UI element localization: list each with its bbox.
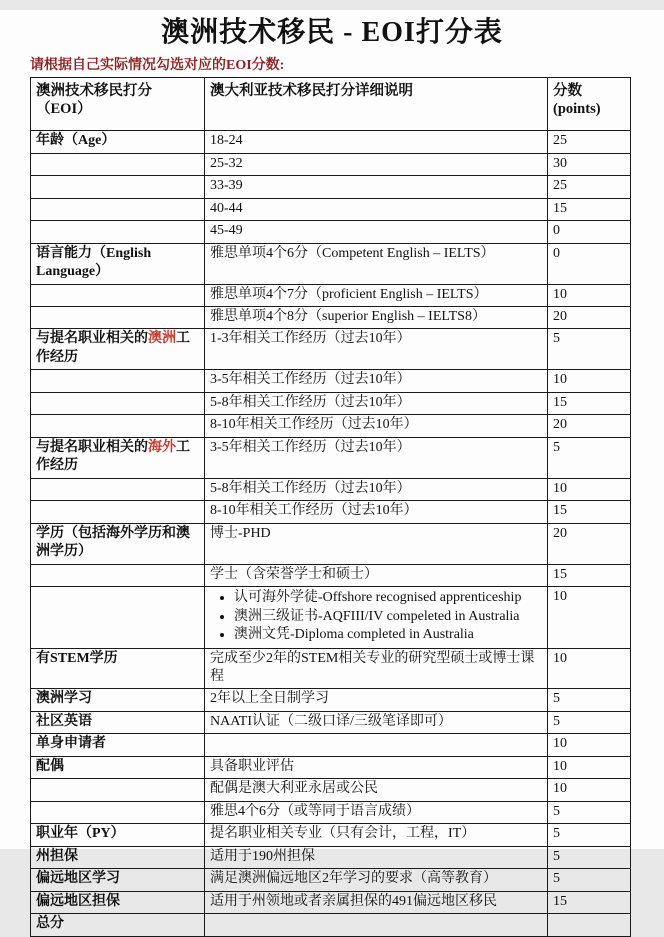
description-cell: 25-32 — [205, 153, 548, 175]
description-cell: 配偶是澳大利亚永居或公民 — [205, 779, 548, 801]
header-row — [31, 78, 631, 131]
category-cell — [31, 307, 205, 329]
table-row — [31, 501, 631, 523]
description-cell: 45-49 — [205, 221, 548, 243]
category-cell: 偏远地区学习 — [31, 869, 205, 891]
points-cell: 15 — [548, 891, 631, 913]
table-row — [31, 734, 631, 756]
eoi-table-body — [31, 131, 631, 936]
table-header — [31, 78, 631, 131]
category-cell: 州担保 — [31, 846, 205, 868]
description-cell: NAATI认证（二级口译/三级笔译即可） — [205, 711, 548, 733]
table-row — [31, 415, 631, 437]
points-cell: 5 — [548, 437, 631, 478]
table-row — [31, 587, 631, 648]
table-row — [31, 370, 631, 392]
table-row — [31, 153, 631, 175]
bullet-item: • 澳洲文凭-Diploma completed in Australia — [234, 626, 542, 644]
category-cell — [31, 176, 205, 198]
points-cell: 30 — [548, 153, 631, 175]
table-row — [31, 307, 631, 329]
category-cell: 学历（包括海外学历和澳洲学历） — [31, 523, 205, 564]
category-cell: 单身申请者 — [31, 734, 205, 756]
description-cell: 40-44 — [205, 198, 548, 220]
table-row — [31, 284, 631, 306]
table-row — [31, 243, 631, 284]
points-cell: 10 — [548, 587, 631, 648]
category-cell: 年龄（Age） — [31, 131, 205, 153]
description-cell: 完成至少2年的STEM相关专业的研究型硕士或博士课程 — [205, 648, 548, 689]
description-cell: 3-5年相关工作经历（过去10年） — [205, 370, 548, 392]
table-row — [31, 221, 631, 243]
table-row — [31, 564, 631, 586]
table-row — [31, 689, 631, 711]
description-cell: 适用于州领地或者亲属担保的491偏远地区移民 — [205, 891, 548, 913]
category-cell — [31, 198, 205, 220]
points-cell: 10 — [548, 779, 631, 801]
description-cell: 具备职业评估 — [205, 756, 548, 778]
table-row — [31, 711, 631, 733]
category-cell: 配偶 — [31, 756, 205, 778]
header-description: 澳大利亚技术移民打分详细说明 — [205, 78, 548, 131]
points-cell: 15 — [548, 564, 631, 586]
points-cell: 25 — [548, 176, 631, 198]
description-cell: 雅思单项4个6分（Competent English – IELTS） — [205, 243, 548, 284]
highlighted-text: 海外 — [148, 439, 176, 455]
description-cell: 学士（含荣誉学士和硕士） — [205, 564, 548, 586]
points-cell: 5 — [548, 801, 631, 823]
category-cell — [31, 501, 205, 523]
page-title: 澳洲技术移民 - EOI打分表 — [161, 17, 503, 48]
description-cell: 8-10年相关工作经历（过去10年） — [205, 415, 548, 437]
category-cell — [31, 284, 205, 306]
category-cell — [31, 153, 205, 175]
table-row — [31, 478, 631, 500]
points-cell: 5 — [548, 711, 631, 733]
category-cell: 澳洲学习 — [31, 689, 205, 711]
table-row — [31, 891, 631, 913]
description-cell: 33-39 — [205, 176, 548, 198]
table-row — [31, 523, 631, 564]
category-cell: 偏远地区担保 — [31, 891, 205, 913]
points-cell: 5 — [548, 329, 631, 370]
header-points: 分数 (points) — [548, 78, 631, 131]
table-row — [31, 756, 631, 778]
points-cell: 15 — [548, 501, 631, 523]
table-row — [31, 914, 631, 936]
eoi-points-table — [30, 77, 631, 937]
category-cell — [31, 779, 205, 801]
bullet-item: • 澳洲三级证书-AQFIII/IV compeleted in Australia — [234, 608, 542, 626]
description-cell: 博士-PHD — [205, 523, 548, 564]
category-cell — [31, 801, 205, 823]
category-cell — [31, 415, 205, 437]
description-cell: 满足澳洲偏远地区2年学习的要求（高等教育） — [205, 869, 548, 891]
highlighted-text: 澳洲 — [148, 331, 176, 347]
category-cell: 总分 — [31, 914, 205, 936]
document-page — [0, 10, 664, 932]
table-row — [31, 824, 631, 846]
table-row — [31, 392, 631, 414]
description-cell: 1-3年相关工作经历（过去10年） — [205, 329, 548, 370]
bullet-item: • 认可海外学徒-Offshore recognised apprenticeship — [234, 589, 542, 607]
description-cell — [205, 914, 548, 936]
description-cell — [205, 734, 548, 756]
description-cell: 5-8年相关工作经历（过去10年） — [205, 392, 548, 414]
category-cell: 与提名职业相关的澳洲工作经历 — [31, 329, 205, 370]
description-cell — [205, 587, 548, 648]
category-cell — [31, 564, 205, 586]
points-cell: 10 — [548, 734, 631, 756]
description-cell: 适用于190州担保 — [205, 846, 548, 868]
points-cell: 0 — [548, 221, 631, 243]
points-cell: 20 — [548, 415, 631, 437]
category-cell: 与提名职业相关的海外工作经历 — [31, 437, 205, 478]
table-row — [31, 869, 631, 891]
points-cell: 20 — [548, 307, 631, 329]
points-cell: 5 — [548, 846, 631, 868]
points-cell — [548, 914, 631, 936]
table-row — [31, 176, 631, 198]
bullet-list — [210, 589, 542, 644]
points-cell: 5 — [548, 824, 631, 846]
table-row — [31, 801, 631, 823]
header-category: 澳洲技术移民打分（EOI） — [31, 78, 205, 131]
instruction-note: 请根据自己实际情况勾选对应的EOI分数: — [30, 58, 285, 73]
points-cell: 20 — [548, 523, 631, 564]
description-cell: 3-5年相关工作经历（过去10年） — [205, 437, 548, 478]
category-cell: 语言能力（English Language） — [31, 243, 205, 284]
table-row — [31, 648, 631, 689]
table-row — [31, 131, 631, 153]
description-cell: 雅思单项4个7分（proficient English – IELTS） — [205, 284, 548, 306]
table-row — [31, 779, 631, 801]
category-cell: 有STEM学历 — [31, 648, 205, 689]
description-cell: 18-24 — [205, 131, 548, 153]
description-cell: 8-10年相关工作经历（过去10年） — [205, 501, 548, 523]
points-cell: 25 — [548, 131, 631, 153]
points-cell: 10 — [548, 756, 631, 778]
points-cell: 15 — [548, 198, 631, 220]
description-cell: 5-8年相关工作经历（过去10年） — [205, 478, 548, 500]
table-row — [31, 329, 631, 370]
points-cell: 0 — [548, 243, 631, 284]
category-cell: 社区英语 — [31, 711, 205, 733]
points-cell: 10 — [548, 284, 631, 306]
category-cell — [31, 478, 205, 500]
description-cell: 雅思4个6分（或等同于语言成绩） — [205, 801, 548, 823]
points-cell: 15 — [548, 392, 631, 414]
category-cell — [31, 370, 205, 392]
points-cell: 10 — [548, 370, 631, 392]
table-row — [31, 437, 631, 478]
description-cell: 雅思单项4个8分（superior English – IELTS8） — [205, 307, 548, 329]
table-row — [31, 846, 631, 868]
points-cell: 5 — [548, 689, 631, 711]
table-row — [31, 198, 631, 220]
category-cell: 职业年（PY） — [31, 824, 205, 846]
description-cell: 提名职业相关专业（只有会计，工程，IT） — [205, 824, 548, 846]
description-cell: 2年以上全日制学习 — [205, 689, 548, 711]
points-cell: 10 — [548, 648, 631, 689]
category-cell — [31, 221, 205, 243]
points-cell: 5 — [548, 869, 631, 891]
points-cell: 10 — [548, 478, 631, 500]
category-cell — [31, 587, 205, 648]
category-cell — [31, 392, 205, 414]
